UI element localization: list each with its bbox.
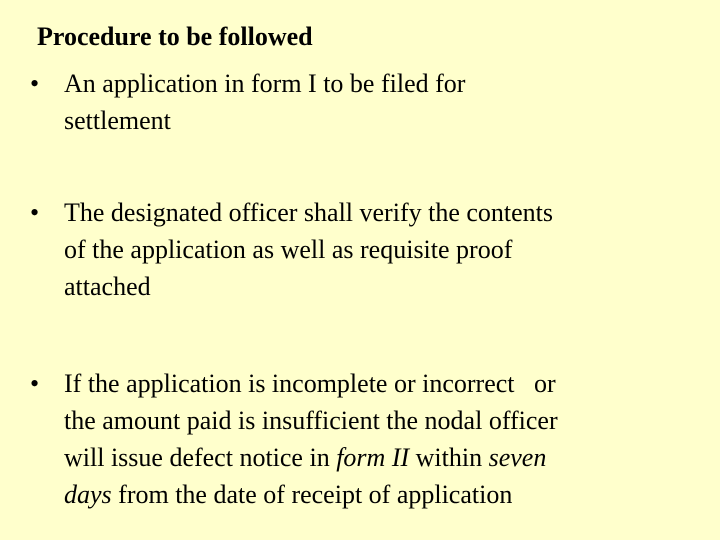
bullet-line	[64, 476, 690, 513]
bullet-line: settlement	[64, 106, 171, 135]
bullet-icon: •	[30, 369, 40, 398]
deadline-text: days	[64, 480, 112, 509]
bullet-line	[64, 402, 690, 439]
bullet-item	[30, 194, 690, 305]
heading: Procedure to be followed	[37, 22, 313, 51]
bullet-line-text: will issue defect notice in	[64, 443, 337, 472]
bullet-text	[64, 194, 690, 305]
bullet-item	[30, 65, 690, 139]
bullet-line	[64, 365, 690, 402]
bullet-line-text: the amount paid is insufficient the nodal officer	[64, 406, 558, 435]
bullet-line: The designated officer shall verify the contents	[64, 198, 554, 227]
bullet-line	[64, 439, 690, 476]
bullet-icon: •	[30, 69, 40, 98]
bullet-line: An application in form I to be filed for	[64, 69, 466, 98]
bullet-line-text: from the date of receipt of application	[111, 480, 513, 509]
form-reference: form II	[336, 443, 410, 472]
bullet-line-text: If the application is incomplete or incorrect or	[64, 369, 556, 398]
bullet-line: attached	[64, 272, 151, 301]
bullet-line: of the application as well as requisite proof	[64, 235, 513, 264]
bullet-icon: •	[30, 198, 40, 227]
bullet-text	[64, 365, 690, 513]
bullet-item	[30, 365, 690, 513]
bullet-line-text: within	[409, 443, 489, 472]
bullet-text	[64, 65, 690, 139]
deadline-text: seven	[488, 443, 547, 472]
